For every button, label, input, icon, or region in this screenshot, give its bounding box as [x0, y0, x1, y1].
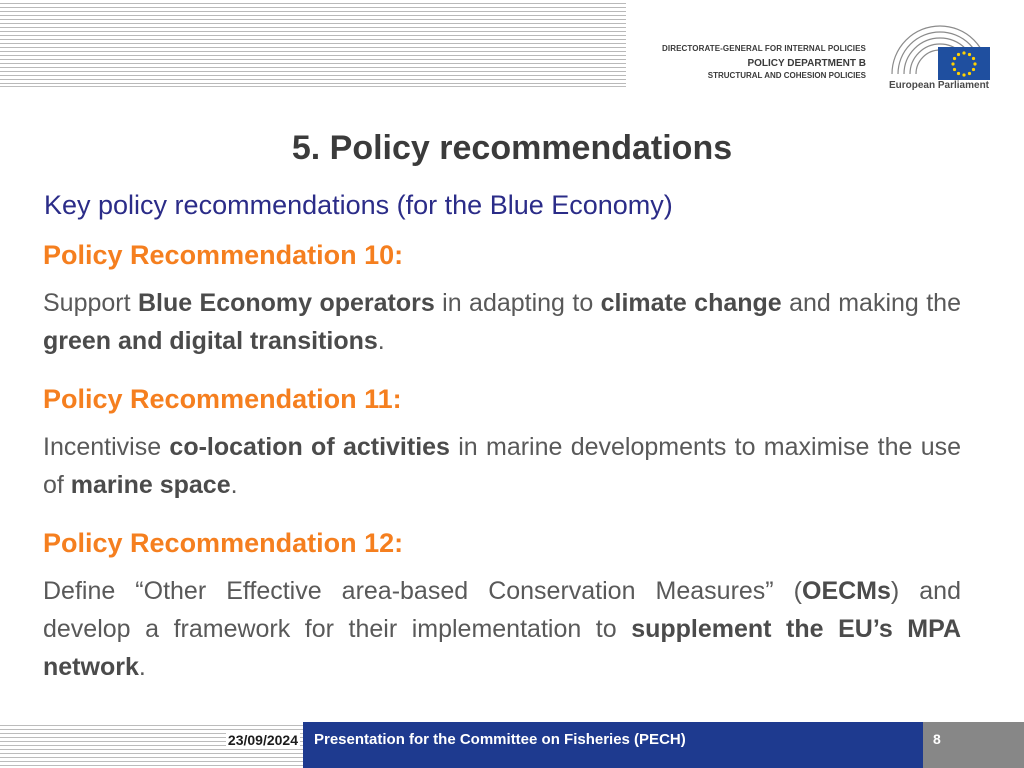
footer-page-box	[923, 722, 1024, 768]
footer-presentation-title: Presentation for the Committee on Fisheries (PECH)	[314, 731, 686, 748]
recommendation-10-text: Support Blue Economy operators in adapting to climate change and making the green and digital transitions.	[43, 289, 961, 355]
footer-stripe-decoration	[0, 722, 303, 768]
page-number: 8	[933, 731, 941, 747]
structural-policies-label: STRUCTURAL AND COHESION POLICIES	[707, 71, 866, 80]
recommendation-11-text: Incentivise co-location of activities in marine developments to maximise the use of marine space.	[43, 433, 962, 499]
recommendation-10-heading: Policy Recommendation 10:	[43, 240, 404, 270]
footer-presentation-bar	[303, 722, 923, 768]
european-parliament-name: European Parliament	[888, 80, 990, 91]
policy-department-label: POLICY DEPARTMENT B	[747, 58, 866, 69]
slide-title: 5. Policy recommendations	[291, 129, 733, 167]
slide-footer	[0, 722, 1024, 768]
slide-subtitle: Key policy recommendations (for the Blue Economy)	[44, 190, 673, 220]
header-department-block	[662, 43, 866, 81]
directorate-general-label: DIRECTORATE-GENERAL FOR INTERNAL POLICIES	[662, 44, 866, 53]
recommendation-12-heading: Policy Recommendation 12:	[43, 528, 404, 558]
header-stripe-decoration	[0, 0, 626, 87]
recommendation-11-heading: Policy Recommendation 11:	[43, 384, 402, 414]
footer-date: 23/09/2024	[227, 732, 298, 748]
recommendation-12-text: Define “Other Effective area-based Conservation Measures” (OECMs) and develop a framework for their implementation to supplement the EU’s MPA network.	[43, 577, 961, 681]
